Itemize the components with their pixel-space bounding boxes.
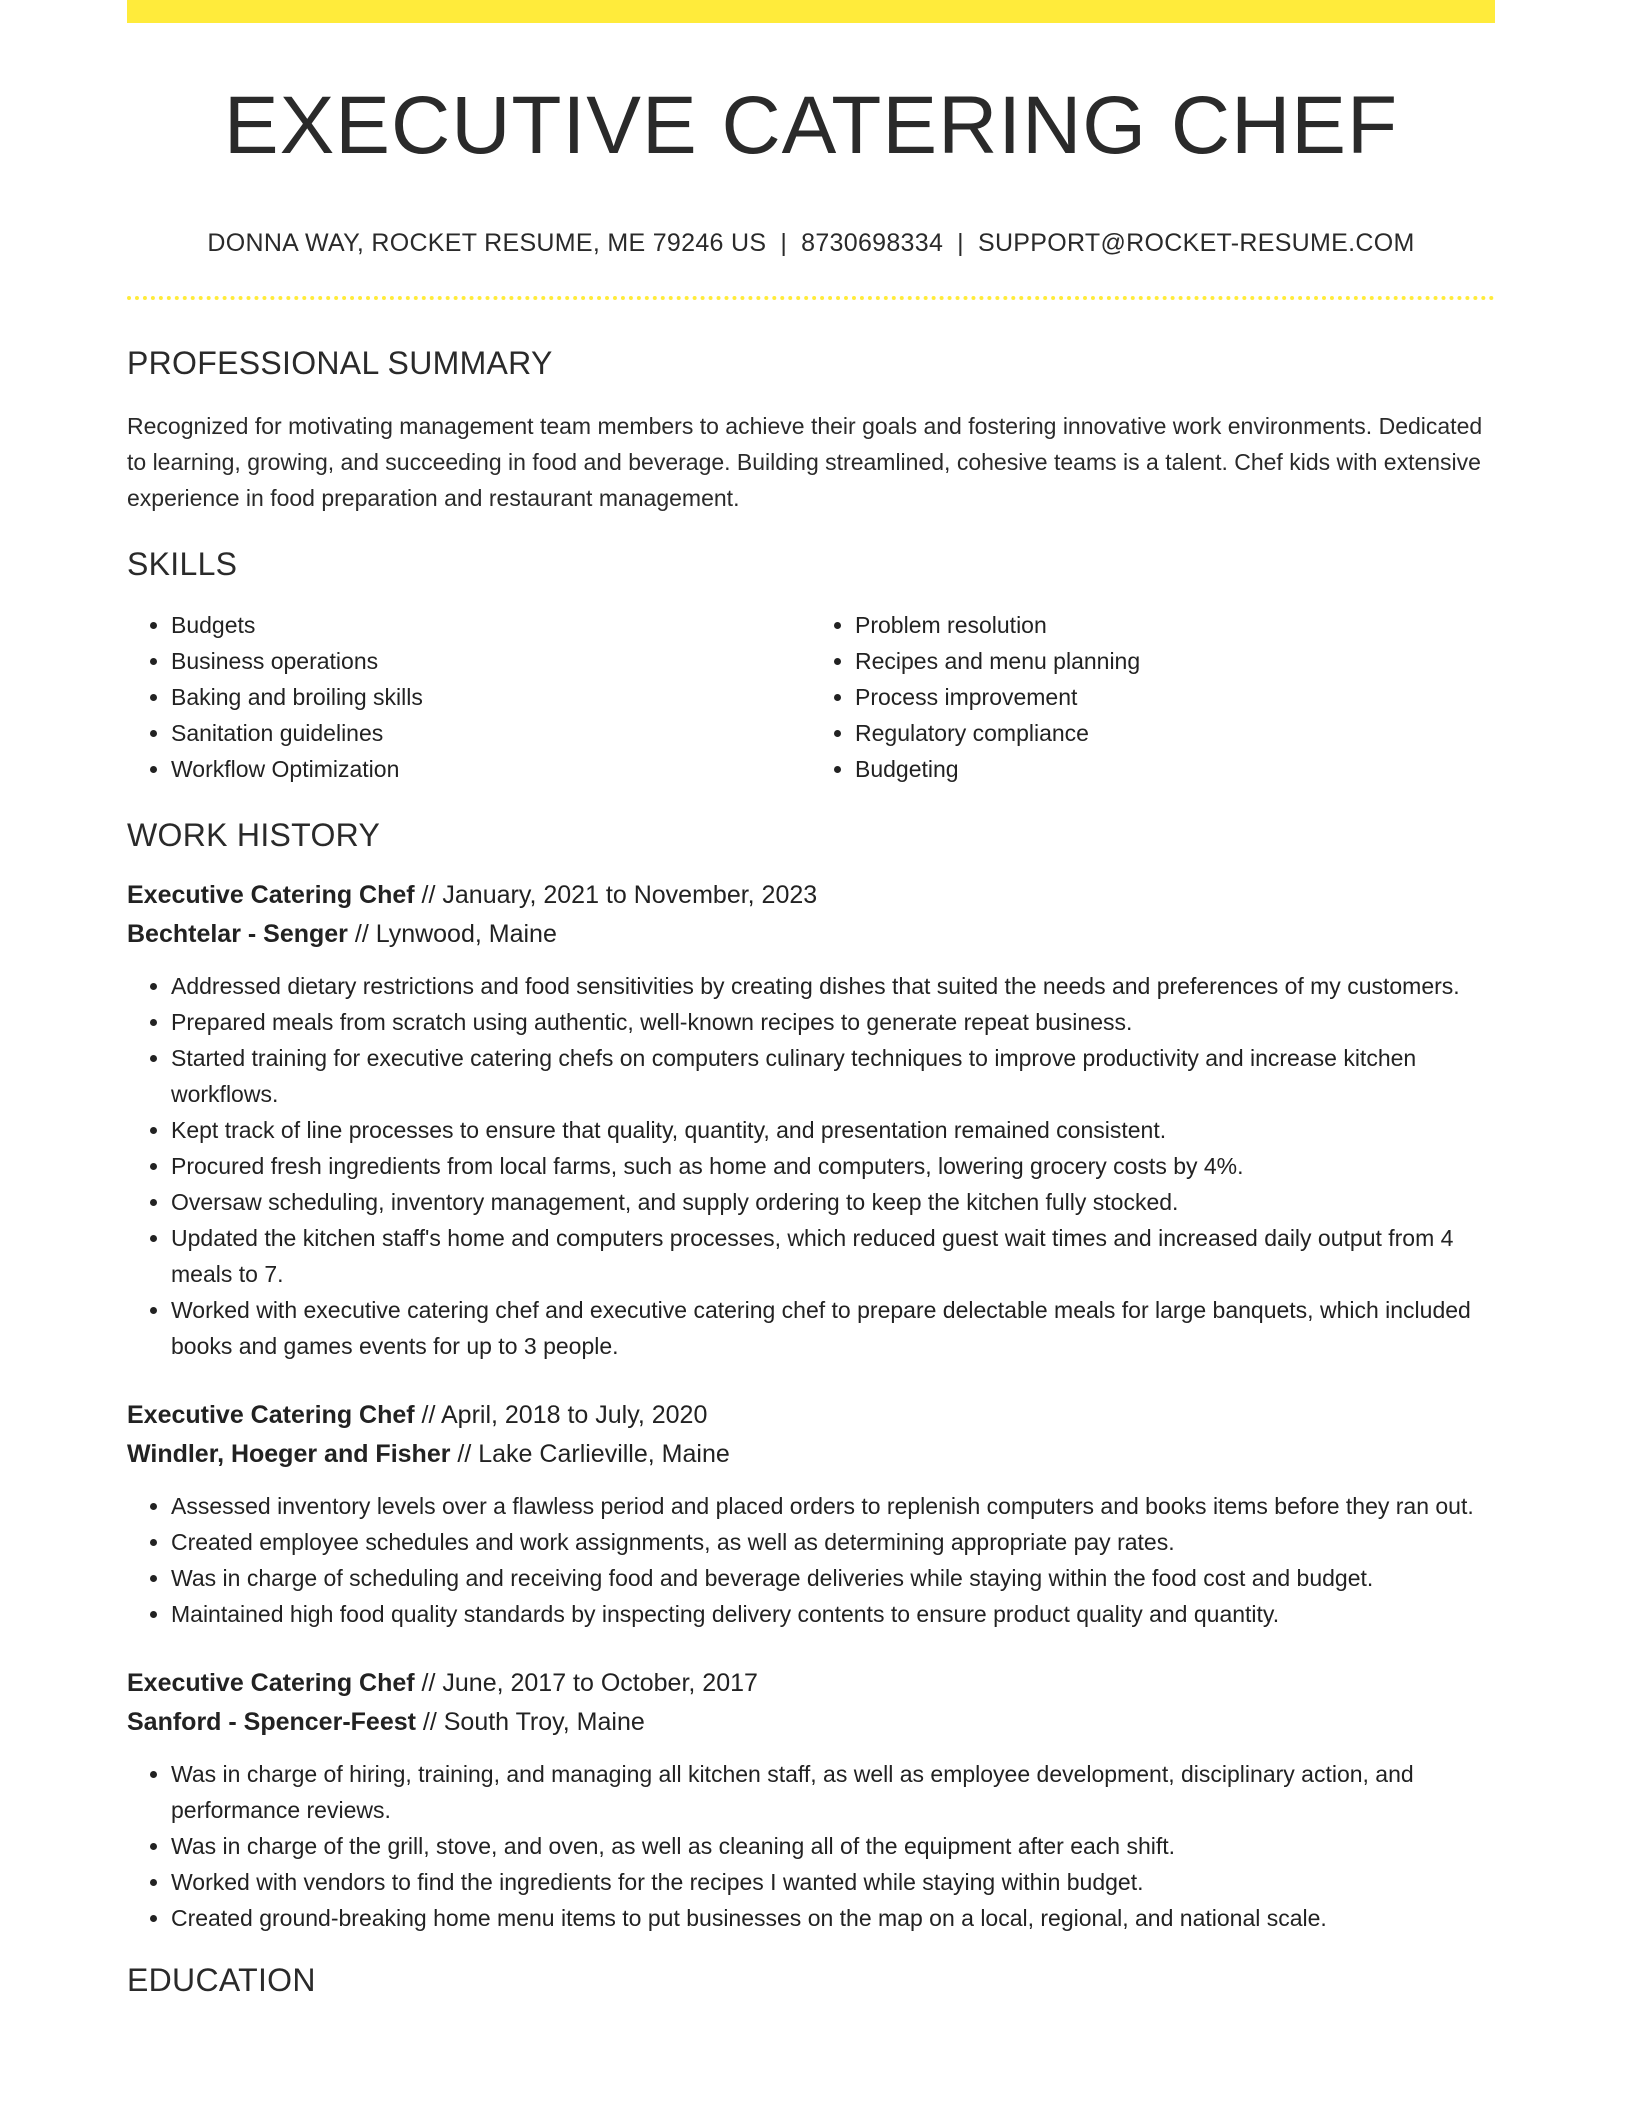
job-bullets (127, 1488, 1495, 1632)
contact-address: DONNA WAY, ROCKET RESUME, ME 79246 US (207, 229, 767, 258)
job-bullet: • Maintained high food quality standards by inspecting delivery contents to ensure product quality and quantity. (171, 1596, 1495, 1632)
dotted-divider (127, 296, 1495, 300)
job-location: Lynwood, Maine (375, 920, 557, 949)
skill-item: • Problem resolution (855, 607, 1495, 643)
job-bullet: • Updated the kitchen staff's home and computers processes, which reduced guest wait times and increased daily output from 4 meals to 7. (171, 1220, 1495, 1292)
job-title-line (127, 1664, 1495, 1703)
job-title: Executive Catering Chef (127, 881, 415, 910)
job-divider: // (450, 1440, 479, 1469)
job-bullet: • Was in charge of the grill, stove, and oven, as well as cleaning all of the equipment after each shift. (171, 1828, 1495, 1864)
job-divider: // (414, 1401, 441, 1430)
skills-list-left (127, 607, 811, 787)
job-bullet: • Worked with vendors to find the ingredients for the recipes I wanted while staying within budget. (171, 1864, 1495, 1900)
job-bullet: • Assessed inventory levels over a flawless period and placed orders to replenish computers and books items before they ran out. (171, 1488, 1495, 1524)
job-location: Lake Carlieville, Maine (478, 1440, 730, 1469)
resume-page (127, 0, 1495, 1999)
job-bullets (127, 1756, 1495, 1936)
job-bullet: • Was in charge of scheduling and receiving food and beverage deliveries while staying within the food cost and budget. (171, 1560, 1495, 1596)
job-bullet: • Procured fresh ingredients from local farms, such as home and computers, lowering grocery costs by 4%. (171, 1148, 1495, 1184)
job-company-line (127, 1703, 1495, 1742)
job-bullet: • Worked with executive catering chef and executive catering chef to prepare delectable meals for large banquets, which included books and games events for up to 3 people. (171, 1292, 1495, 1364)
job-company-line (127, 915, 1495, 954)
job-entry (127, 1664, 1495, 1936)
summary-text: Recognized for motivating management team members to achieve their goals and fostering innovative work environments. Dedicated to learning, growing, and succeeding in food and beverage. Building streamlined, cohesive teams is a talent. Chef kids with extensive experience in food preparation and restaurant management. (127, 413, 1483, 512)
resume-title: EXECUTIVE CATERING CHEF (223, 80, 1399, 171)
job-title-line (127, 1396, 1495, 1435)
education-heading: EDUCATION (127, 1962, 316, 1999)
job-bullet: • Was in charge of hiring, training, and managing all kitchen staff, as well as employee development, disciplinary action, and performance reviews. (171, 1756, 1495, 1828)
contact-line (127, 229, 1495, 258)
job-bullet: • Started training for executive catering chefs on computers culinary techniques to improve productivity and increase kitchen workflows. (171, 1040, 1495, 1112)
job-company: Sanford - Spencer-Feest (127, 1708, 416, 1737)
skill-item: • Budgeting (855, 751, 1495, 787)
contact-email[interactable]: SUPPORT@ROCKET-RESUME.COM (977, 229, 1415, 258)
skill-item: • Process improvement (855, 679, 1495, 715)
job-title-line (127, 876, 1495, 915)
job-entry (127, 876, 1495, 1364)
job-company: Bechtelar - Senger (127, 920, 348, 949)
job-bullet: • Addressed dietary restrictions and food sensitivities by creating dishes that suited the needs and preferences of my customers. (171, 968, 1495, 1004)
skill-item: • Baking and broiling skills (171, 679, 811, 715)
job-dates: April, 2018 to July, 2020 (441, 1401, 708, 1430)
skills-columns (127, 607, 1495, 787)
skills-list-right (811, 607, 1495, 787)
skill-item: • Workflow Optimization (171, 751, 811, 787)
work-history-heading: WORK HISTORY (127, 817, 381, 854)
job-title: Executive Catering Chef (127, 1401, 415, 1430)
job-entry (127, 1396, 1495, 1632)
job-bullets (127, 968, 1495, 1364)
skills-heading: SKILLS (127, 546, 238, 583)
contact-separator: | (780, 229, 788, 258)
summary-heading: PROFESSIONAL SUMMARY (127, 345, 553, 382)
job-divider: // (347, 920, 376, 949)
job-location: South Troy, Maine (443, 1708, 645, 1737)
job-bullet: • Created ground-breaking home menu items to put businesses on the map on a local, regional, and national scale. (171, 1900, 1495, 1936)
job-bullet: • Kept track of line processes to ensure that quality, quantity, and presentation remained consistent. (171, 1112, 1495, 1148)
skill-item: • Sanitation guidelines (171, 715, 811, 751)
skill-item: • Regulatory compliance (855, 715, 1495, 751)
job-bullet: • Prepared meals from scratch using authentic, well-known recipes to generate repeat business. (171, 1004, 1495, 1040)
contact-phone[interactable]: 8730698334 (801, 229, 944, 258)
job-divider: // (415, 1708, 444, 1737)
job-bullet: • Created employee schedules and work assignments, as well as determining appropriate pay rates. (171, 1524, 1495, 1560)
job-dates: January, 2021 to November, 2023 (442, 881, 818, 910)
job-divider: // (414, 1669, 443, 1698)
job-dates: June, 2017 to October, 2017 (442, 1669, 758, 1698)
contact-separator: | (957, 229, 964, 258)
job-company-line (127, 1435, 1495, 1474)
job-bullet: • Oversaw scheduling, inventory management, and supply ordering to keep the kitchen fully stocked. (171, 1184, 1495, 1220)
skill-item: • Business operations (171, 643, 811, 679)
job-divider: // (414, 881, 443, 910)
accent-bar (127, 0, 1495, 23)
skill-item: • Recipes and menu planning (855, 643, 1495, 679)
job-title: Executive Catering Chef (127, 1669, 415, 1698)
skill-item: • Budgets (171, 607, 811, 643)
job-company: Windler, Hoeger and Fisher (127, 1440, 451, 1469)
